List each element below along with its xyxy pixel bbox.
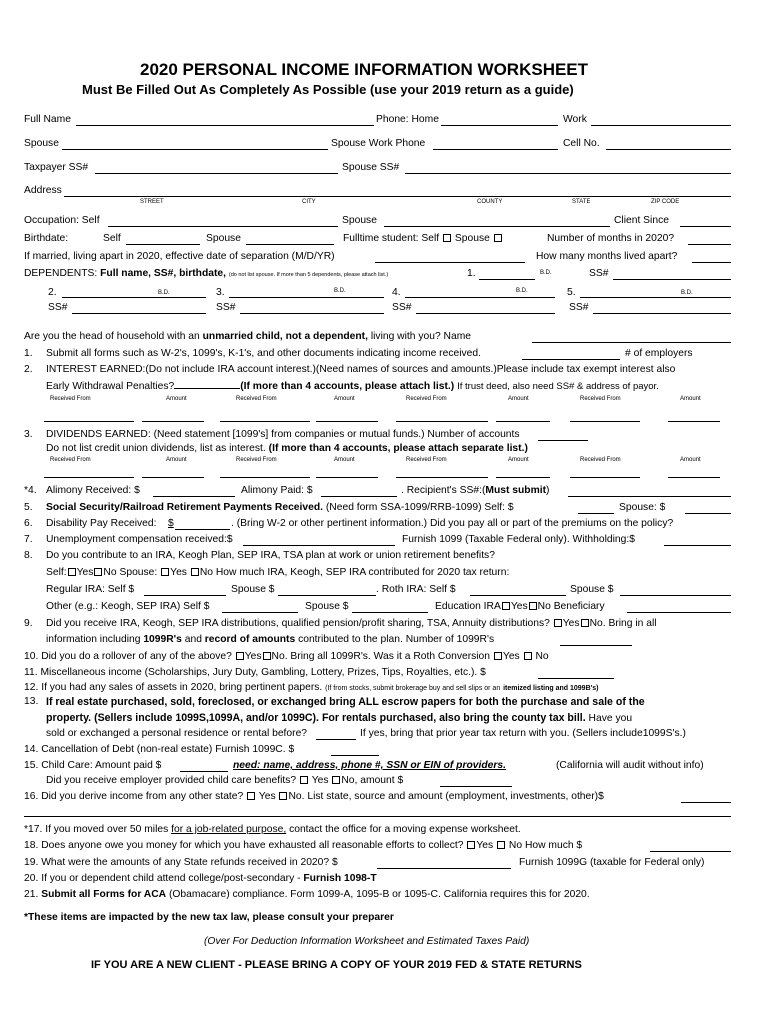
q8-self-yes-checkbox[interactable] [68,568,76,576]
zip-caption: ZIP CODE [651,199,680,205]
q20-text: If you or dependent child attend college/post-secondary - [41,873,301,884]
q2-source-1[interactable] [44,421,134,422]
q8-self-yes: Yes [76,567,94,578]
q7-amount-field[interactable] [243,545,395,546]
fulltime-student-self-text: Fulltime student: Self [343,233,440,244]
q2-received-from-1: Received From [50,396,91,402]
q16-row [24,791,604,803]
taxpayer-ss-label: Taxpayer SS# [24,162,89,173]
q18-no-checkbox[interactable] [497,841,505,849]
q1-end-text: # of employers [625,348,693,359]
q2-source-4[interactable] [570,421,640,422]
q15b-amount-field[interactable] [440,786,512,787]
q13b-bold: property. (Sellers include 1099S,1099A, and/or 1099C). For rentals purchased, also bring the county tax bill. [46,712,586,724]
q15b-text: Did you receive employer provided child care benefits? [46,775,297,786]
q13b-end: Have you [588,713,633,724]
q8-regular-spouse-field[interactable] [278,595,376,596]
q18-number: 18. [24,840,39,851]
q17-text: If you moved over 50 miles [45,824,169,835]
q20-number: 20. [24,873,39,884]
q18-end: How much $ [524,840,583,851]
q12-number: 12. [24,682,39,693]
q18-yes: Yes [476,840,494,851]
q16-no: No [288,791,302,802]
months-apart-label: How many months lived apart? [536,251,678,262]
q2-source-3[interactable] [396,421,488,422]
q18-row [24,840,582,852]
q8-self-no: No [103,567,117,578]
q8-education-label: Education IRA [435,601,501,612]
q21-number: 21. [24,889,39,900]
q3b-bold: (If more than 4 accounts, please attach separate list.) [268,443,528,454]
dep2-ss-field[interactable] [72,313,206,314]
q4-alimony-received: Alimony Received: $ [46,485,140,496]
dep3-ss-field[interactable] [240,313,384,314]
q11-number: 11. [24,667,38,678]
birthdate-self-label: Self [103,233,121,244]
q9b-b: and [184,634,202,645]
q15-end: (California will audit without info) [556,760,704,771]
new-client-note: IF YOU ARE A NEW CLIENT - PLEASE BRING A COPY OF YOUR 2019 FED & STATE RETURNS [91,959,582,971]
q9b-bold2: record of amounts [204,634,296,645]
q3b-text [46,443,528,455]
q2b-text [46,381,659,393]
birthdate-label: Birthdate: [24,233,69,244]
address-label: Address [24,185,62,196]
dep4-ss-field[interactable] [416,313,555,314]
spouse-name-label: Spouse [24,138,59,149]
q8-spouse-no: No [199,567,213,578]
dependents-bold: Full name, SS#, birthdate, [100,268,227,279]
q15-text: Child Care: Amount paid $ [41,760,162,771]
q8-text: Do you contribute to an IRA, Keogh Plan, SEP IRA, TSA plan at work or union retirement benefits? [46,550,495,561]
q10-number: 10. [24,651,39,662]
q2-amount-3: Amount [508,396,529,402]
q6-number: 6. [24,518,33,529]
q7-number: 7. [24,534,33,545]
q10-roth-no: No [535,651,549,662]
q6-dollar: $ [168,518,174,529]
q8-other-label: Other (e.g.: Keogh, SEP IRA) Self $ [46,601,210,612]
q18-text: Does anyone owe you money for which you have exhausted all reasonable efforts to collect? [41,840,464,851]
dependents-note: (do not list spouse. If more than 5 dependents, please attach list.) [228,272,389,278]
q8-self-label: Self: [46,567,67,578]
q15-need-providers: need: name, address, phone #, SSN or EIN of providers. [233,760,506,771]
q4-received-field[interactable] [153,496,235,497]
q3-amount-3: Amount [508,457,529,463]
over-note: (Over For Deduction Information Worksheet and Estimated Taxes Paid) [204,936,530,947]
phone-home-field[interactable] [441,125,558,126]
q8-education-no: No [537,601,551,612]
q8-roth-label: . Roth IRA: Self $ [376,584,456,595]
q3-source-4[interactable] [570,477,640,478]
page-title: 2020 PERSONAL INCOME INFORMATION WORKSHEET [140,60,589,79]
page-subtitle: Must Be Filled Out As Completely As Possible (use your 2019 return as a guide) [82,82,574,97]
dep2-number: 2. [48,287,57,298]
q18-yes-checkbox[interactable] [467,841,475,849]
q9-number: 9. [24,618,33,629]
q9-no-checkbox[interactable] [581,619,589,627]
q10-roth-yes: Yes [502,651,520,662]
dep4-ss-label: SS# [392,302,412,313]
dependents-label [24,268,388,280]
q18-amount-field[interactable] [650,851,731,852]
occupation-spouse-label: Spouse [342,215,377,226]
taxpayer-ss-field[interactable] [95,173,338,174]
q2b-bold: (If more than 4 accounts, please attach list.) [240,381,455,392]
q16-extra-line[interactable] [24,816,731,817]
q17-end: contact the office for a moving expense worksheet. [289,824,521,835]
q16-end: . List state, source and amount (employment, investments, other)$ [301,791,604,802]
q2b-a: Early Withdrawal Penalties? [46,381,175,392]
q5-self-field[interactable] [578,513,614,514]
cell-no-label: Cell No. [563,138,600,149]
q3-amt-1[interactable] [142,477,204,478]
q1-employers-field[interactable] [522,359,620,360]
dep4-number: 4. [392,287,401,298]
q6-end-text: . (Bring W-2 or other pertinent information.) Did you pay all or part of the premiums on the policy? [231,518,674,529]
full-name-label: Full Name [24,114,71,125]
q10-roth-no-checkbox[interactable] [524,652,532,660]
q15-amount-field[interactable] [180,771,228,772]
months-2020-label: Number of months in 2020? [547,233,675,244]
spouse-work-phone-field[interactable] [433,149,558,150]
occupation-self-label: Occupation: Self [24,215,100,226]
q2-amt-4[interactable] [668,421,720,422]
q8-roth-self-field[interactable] [470,595,566,596]
q4-must-submit: Must submit [485,485,547,496]
work-phone-label: Work [563,114,587,125]
q2-amt-3[interactable] [496,421,550,422]
q10-row [24,651,549,663]
q3-amt-4[interactable] [668,477,720,478]
q19-end: Furnish 1099G (taxable for Federal only) [519,857,705,868]
q8-other-spouse-field[interactable] [352,612,428,613]
q9-end: . Bring in all [602,618,657,629]
q13c-text: sold or exchanged a personal residence or rental before? [46,728,308,739]
q8-how-much: How much IRA, Keogh, SEP IRA contributed for 2020 tax return: [215,567,510,578]
dep5-number: 5. [567,287,576,298]
q20-bold: Furnish 1098-T [303,873,377,884]
q8-beneficiary-label: Beneficiary [553,601,605,612]
dep1-ss-field[interactable] [613,279,731,280]
q3-amt-3[interactable] [496,477,550,478]
q17-underlined: for a job-related purpose, [171,824,287,835]
q17-number: *17. [24,824,43,835]
dep3-bd-caption: B.D. [334,288,346,294]
full-name-field[interactable] [76,125,374,126]
q3-source-2[interactable] [220,477,310,478]
q7-end-text: Furnish 1099 (Taxable Federal only). Withholding:$ [402,534,635,545]
q8-education-yes-checkbox[interactable] [502,602,510,610]
q9b-text [46,634,494,646]
q3-received-from-1: Received From [50,457,91,463]
spouse-name-field[interactable] [62,149,328,150]
q16-yes: Yes [258,791,276,802]
dep1-number: 1. [467,268,476,279]
dep2-name-field[interactable] [62,297,206,298]
married-apart-label: If married, living apart in 2020, effective date of separation (M/D/YR) [24,251,335,262]
q8-regular-self-field[interactable] [144,595,226,596]
q16-text: Did you derive income from any other state? [41,791,244,802]
q15b-row [46,775,403,787]
q15-row [24,760,161,772]
q12-small: (If from stocks, submit brokerage buy and sell slips or an [325,685,501,692]
q8-education-yes: Yes [510,601,528,612]
q19-text: What were the amounts of any State refunds received in 2020? $ [41,857,338,868]
q10-yes-checkbox[interactable] [236,652,244,660]
q5-number: 5. [24,502,33,513]
q2-received-from-3: Received From [406,396,447,402]
q21-text: (Obamacare) compliance. Form 1099-A, 1095-B or 1095-C. California requires this for 2020. [168,889,590,900]
q13-sold-before-field[interactable] [316,739,356,740]
hoh-text-a: Are you the head of household with an [24,331,200,342]
q19-number: 19. [24,857,39,868]
q3-source-1[interactable] [44,477,134,478]
spouse-ss-field[interactable] [405,173,731,174]
spouse-ss-label: Spouse SS# [342,162,400,173]
dep5-ss-field[interactable] [593,313,731,314]
q8-self-no-checkbox[interactable] [94,568,102,576]
months-apart-field[interactable] [692,262,731,263]
q5-spouse-field[interactable] [685,513,731,514]
phone-home-label: Phone: Home [376,114,439,125]
dep3-name-field[interactable] [229,297,384,298]
q2-amt-1[interactable] [142,421,204,422]
q20-row [24,873,377,885]
q9-no: No [589,618,603,629]
q11-text: Miscellaneous income (Scholarships, Jury Duty, Gambling, Lottery, Prizes, Tips, Royalties, etc.). $ [40,667,486,678]
q4-recipient [401,485,549,497]
q15b-no-checkbox[interactable] [332,776,340,784]
hoh-name-field[interactable] [532,342,731,343]
birthdate-spouse-label: Spouse [206,233,241,244]
q13-text: If real estate purchased, sold, foreclosed, or exchanged bring ALL escrow papers for both the purchase and sale of the [46,696,645,708]
separation-date-field[interactable] [375,262,525,263]
q2-source-2[interactable] [220,421,310,422]
q5-a: (Need form SSA-1099/RRB-1099) Self: $ [325,502,514,513]
q9b-c: contributed to the plan. Number of 1099R's [298,634,495,645]
county-caption: COUNTY [477,199,503,205]
q9-text [46,618,657,630]
q3-text: DIVIDENDS EARNED: (Need statement [1099's] from companies or mutual funds.) Number of accounts [46,429,520,440]
q15b-no: No, amount $ [341,775,404,786]
q2-amt-2[interactable] [316,421,378,422]
q4-recipient-a: . Recipient's SS#:( [401,485,486,496]
birthdate-spouse-field[interactable] [246,244,334,245]
q8-regular-ira-label: Regular IRA: Self $ [46,584,135,595]
dep3-number: 3. [216,287,225,298]
q3-received-from-4: Received From [580,457,621,463]
q15b-yes-checkbox[interactable] [300,776,308,784]
q8-education-row [435,601,605,613]
q8-roth-spouse-field[interactable] [620,595,731,596]
q6-text: Disability Pay Received: [46,518,157,529]
q5-text [46,502,514,514]
q19-row [24,857,338,869]
q16-amount-field[interactable] [681,802,731,803]
q13c-end: If yes, bring that prior year tax return with you. (Sellers include1099S's.) [360,728,686,739]
q2-received-from-4: Received From [580,396,621,402]
q5-bold: Social Security/Railroad Retirement Payments Received. [46,502,323,513]
q12-small-bold: itemized listing and 1099B's) [503,685,599,692]
fulltime-student-spouse-text: Spouse [454,233,490,244]
q8-other-self-field[interactable] [222,612,298,613]
head-of-household-question [24,331,471,343]
q13b-text [46,712,632,725]
q10-no-checkbox[interactable] [263,652,271,660]
q9-1099r-count-field[interactable] [560,645,632,646]
q21-bold: Submit all Forms for ACA [41,889,167,900]
q8-education-no-checkbox[interactable] [529,602,537,610]
q17-row [24,824,521,836]
client-since-field[interactable] [680,226,731,227]
fulltime-student-self-checkbox[interactable] [443,234,451,242]
q9-a: Did you receive IRA, Keogh, SEP IRA distributions, qualified pension/profit sharing, TSA, Annuity distributions? [46,618,550,629]
dep5-bd-caption: B.D. [681,290,693,296]
q21-row [24,889,590,901]
q4-recipient-ss-field[interactable] [568,496,731,497]
q2-received-from-2: Received From [236,396,277,402]
q8-number: 8. [24,550,33,561]
q16-number: 16. [24,791,39,802]
q9b-bold1: 1099R's [143,634,182,645]
q8-spouse-yes: Yes [170,567,187,578]
q8-other-spouse-label: Spouse $ [305,601,349,612]
dep2-bd-caption: B.D. [158,290,170,296]
q14-number: 14. [24,744,39,755]
q3-amount-2: Amount [334,457,355,463]
cell-no-field[interactable] [606,149,731,150]
occupation-spouse-field[interactable] [384,226,610,227]
q3-received-from-3: Received From [406,457,447,463]
q8-spouse-no-checkbox[interactable] [191,568,199,576]
q19-amount-field[interactable] [377,868,511,869]
birthdate-self-field[interactable] [126,244,200,245]
dep2-ss-label: SS# [48,302,68,313]
q9-yes-checkbox[interactable] [554,619,562,627]
q10-roth-yes-checkbox[interactable] [494,652,502,660]
q10-a: Did you do a rollover of any of the above? [41,651,232,662]
q3-accounts-field[interactable] [538,440,588,441]
q15b-yes: Yes [311,775,329,786]
q14-row [24,744,294,756]
client-since-label: Client Since [614,215,669,226]
street-caption: STREET [140,199,164,205]
q3-amount-1: Amount [166,457,187,463]
q8-roth-spouse-label: Spouse $ [570,584,614,595]
q9b-a: information including [46,634,141,645]
hoh-text-b: unmarried child, not a dependent, [202,331,368,342]
q11-amount-field[interactable] [538,678,614,679]
dep1-name-field[interactable] [479,279,535,280]
hoh-text-c: living with you? Name [370,331,471,342]
months-2020-field[interactable] [688,244,731,245]
q1-text: Submit all forms such as W-2's, 1099's, K-1's, and other documents indicating income received. [46,348,481,359]
spouse-work-phone-label: Spouse Work Phone [331,138,426,149]
q16-yes-checkbox[interactable] [247,792,255,800]
q9-yes: Yes [562,618,580,629]
q6-amount-field[interactable] [175,529,230,530]
q16-no-checkbox[interactable] [279,792,287,800]
q3b-a: Do not list credit union dividends, list as interest. [46,443,266,454]
q1-number: 1. [24,348,33,359]
q8-self-row [46,567,509,579]
tax-law-note: *These items are impacted by the new tax law, please consult your preparer [24,912,394,923]
q4-recipient-end: ) [546,485,550,496]
q2-amount-2: Amount [334,396,355,402]
q2-amount-4: Amount [680,396,701,402]
dep5-name-field[interactable] [580,297,731,298]
q10-mid: . Bring all 1099R's. Was it a Roth Conversion [284,651,491,662]
q2-amount-1: Amount [166,396,187,402]
q3-amt-2[interactable] [316,477,378,478]
q8-regular-spouse-label: Spouse $ [231,584,275,595]
dependents-prefix: DEPENDENTS: [24,268,98,279]
q15-number: 15. [24,760,39,771]
state-caption: STATE [572,199,591,205]
q7-text: Unemployment compensation received:$ [46,534,233,545]
q11-row [24,667,486,679]
address-field[interactable] [64,196,731,197]
dep1-bd-caption: B.D. [540,270,552,276]
q2-number: 2. [24,364,33,375]
q4-alimony-paid: Alimony Paid: $ [241,485,313,496]
q10-yes: Yes [244,651,262,662]
q7-withholding-field[interactable] [664,545,731,546]
q8-beneficiary-field[interactable] [627,612,731,613]
dep5-ss-label: SS# [569,302,589,313]
work-phone-field[interactable] [591,125,731,126]
q12-row [24,682,599,695]
dep4-bd-caption: B.D. [516,288,528,294]
occupation-self-field[interactable] [108,226,338,227]
dep4-name-field[interactable] [405,297,555,298]
q3-number: 3. [24,429,33,440]
dep1-ss-label: SS# [589,268,609,279]
q8-spouse-label: Spouse: [119,567,158,578]
fulltime-student-spouse-checkbox[interactable] [494,234,502,242]
q12-text: If you had any sales of assets in 2020, bring pertinent papers. [41,682,323,693]
q3-source-3[interactable] [396,477,488,478]
q2b-end: If trust deed, also need SS# & address of payor. [457,381,659,392]
fulltime-student-label [343,233,503,245]
q18-no: No [508,840,523,851]
q5-spouse-label: Spouse: $ [619,502,666,513]
q4-number: *4. [24,485,37,496]
q14-amount-field[interactable] [331,755,379,756]
q13-number: 13. [24,696,39,707]
q2-text: INTEREST EARNED:(Do not include IRA account interest.)(Need names of sources and amounts.)Please include tax exempt interest also [46,364,676,375]
q10-no: No [271,651,285,662]
q4-paid-field[interactable] [321,496,397,497]
q3-received-from-2: Received From [236,457,277,463]
dep3-ss-label: SS# [216,302,236,313]
city-caption: CITY [302,199,316,205]
q14-text: Cancellation of Debt (non-real estate) Furnish 1099C. $ [41,744,295,755]
q3-amount-4: Amount [680,457,701,463]
q8-spouse-yes-checkbox[interactable] [161,568,169,576]
q2-penalties-field[interactable] [174,388,240,389]
